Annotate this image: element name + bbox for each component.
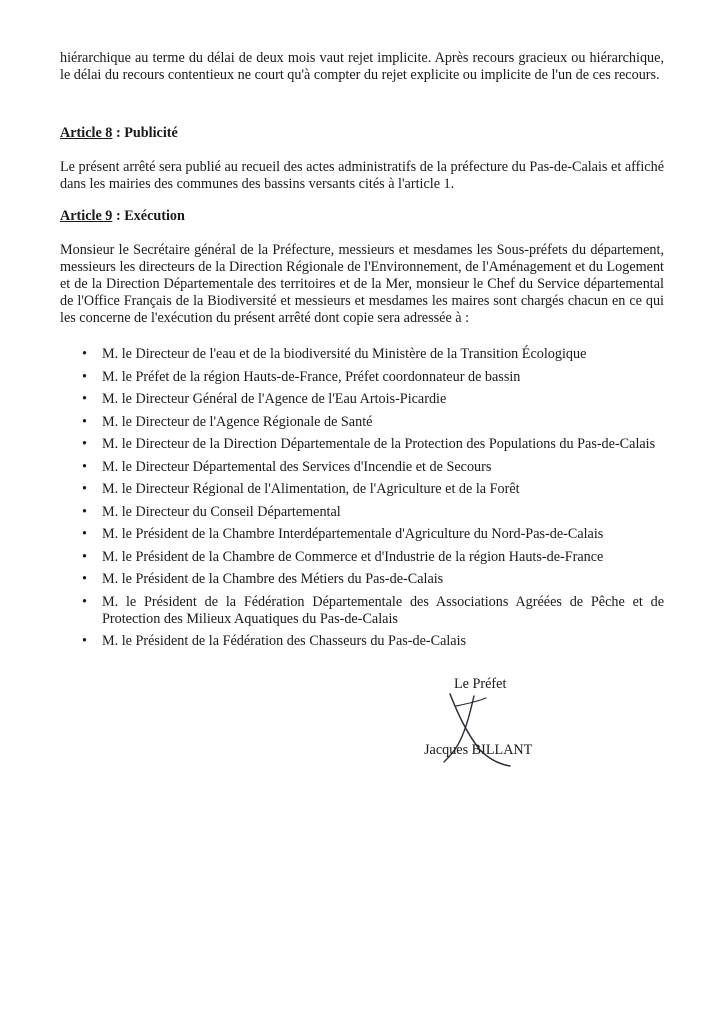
intro-paragraph: hiérarchique au terme du délai de deux mois vaut rejet implicite. Après recours gracieux ou hiérarchique, le délai du recours contentieux ne court qu'à compter du rejet explicite ou implicite de l'un de ces recours. bbox=[60, 50, 664, 83]
recipient-text: M. le Président de la Chambre des Métiers du Pas-de-Calais bbox=[102, 571, 444, 587]
bullet-icon: • bbox=[82, 548, 87, 565]
bullet-icon: • bbox=[82, 436, 87, 452]
bullet-icon: • bbox=[82, 346, 87, 362]
recipient-item bbox=[60, 549, 664, 566]
recipient-item bbox=[60, 481, 664, 498]
recipient-text: M. le Directeur de l'eau et de la biodiversité du Ministère de la Transition Écologique bbox=[102, 346, 587, 362]
recipient-item bbox=[60, 346, 664, 363]
bullet-icon: • bbox=[82, 593, 87, 610]
recipient-text: M. le Directeur Départemental des Services d'Incendie et de Secours bbox=[102, 458, 492, 475]
recipient-item bbox=[60, 633, 664, 650]
signatory-name: Jacques BILLANT bbox=[424, 742, 533, 758]
recipient-text: M. le Directeur du Conseil Départemental bbox=[102, 503, 341, 520]
article-9-heading bbox=[60, 208, 185, 225]
bullet-icon: • bbox=[82, 633, 87, 649]
article-9-label: Article 9 bbox=[60, 208, 113, 224]
bullet-icon: • bbox=[82, 526, 87, 542]
recipient-text: M. le Président de la Fédération Départementale des Associations Agréées de Pêche et de Protection des Milieux Aquatiques du Pas-de-Calais bbox=[102, 593, 664, 627]
recipient-item bbox=[60, 391, 664, 408]
recipient-text: M. le Directeur de l'Agence Régionale de Santé bbox=[102, 413, 373, 430]
recipient-text: M. le Préfet de la région Hauts-de-France, Préfet coordonnateur de bassin bbox=[102, 368, 521, 385]
bullet-icon: • bbox=[82, 481, 87, 497]
recipient-text: M. le Président de la Chambre de Commerce et d'Industrie de la région Hauts-de-France bbox=[102, 548, 604, 565]
article-9-paragraph: Monsieur le Secrétaire général de la Préfecture, messieurs et mesdames les Sous-préfets du département, messieurs les directeurs de la Direction Régionale de l'Environnement, de l'Aménagement et du Logement et de la Direction Départementale des territoires et de la Mer, monsieur le Chef du Service départemental de l'Office Français de la Biodiversité et messieurs et mesdames les maires sont chargés chacun en ce qui les concerne de l'exécution du présent arrêté dont copie sera adressée à : bbox=[60, 242, 664, 326]
bullet-icon: • bbox=[82, 413, 87, 430]
recipient-text: M. le Président de la Chambre Interdépartementale d'Agriculture du Nord-Pas-de-Calais bbox=[102, 526, 604, 542]
bullet-icon: • bbox=[82, 391, 87, 407]
recipient-item bbox=[60, 414, 664, 431]
recipient-item bbox=[60, 594, 664, 628]
recipient-text: M. le Directeur de la Direction Départementale de la Protection des Populations du Pas-de-Calais bbox=[102, 436, 656, 452]
bullet-icon: • bbox=[82, 571, 87, 587]
bullet-icon: • bbox=[82, 458, 87, 475]
recipient-item bbox=[60, 436, 664, 453]
article-9-title: : Exécution bbox=[112, 208, 185, 224]
article-8-heading bbox=[60, 125, 178, 142]
recipients-list bbox=[60, 346, 664, 656]
article-8-paragraph: Le présent arrêté sera publié au recueil des actes administratifs de la préfecture du Pas-de-Calais et affiché dans les mairies des communes des bassins versants cités à l'article 1. bbox=[60, 159, 664, 192]
recipient-item bbox=[60, 571, 664, 588]
recipient-text: M. le Directeur Régional de l'Alimentation, de l'Agriculture et de la Forêt bbox=[102, 481, 520, 497]
recipient-text: M. le Président de la Fédération des Chasseurs du Pas-de-Calais bbox=[102, 633, 467, 649]
bullet-icon: • bbox=[82, 368, 87, 385]
recipient-item bbox=[60, 459, 664, 476]
signature-title: Le Préfet bbox=[454, 676, 507, 692]
recipient-item bbox=[60, 369, 664, 386]
recipient-item bbox=[60, 504, 664, 521]
bullet-icon: • bbox=[82, 503, 87, 520]
recipient-text: M. le Directeur Général de l'Agence de l'Eau Artois-Picardie bbox=[102, 391, 447, 407]
article-8-title: : Publicité bbox=[112, 125, 178, 141]
recipient-item bbox=[60, 526, 664, 543]
article-8-label: Article 8 bbox=[60, 125, 113, 141]
